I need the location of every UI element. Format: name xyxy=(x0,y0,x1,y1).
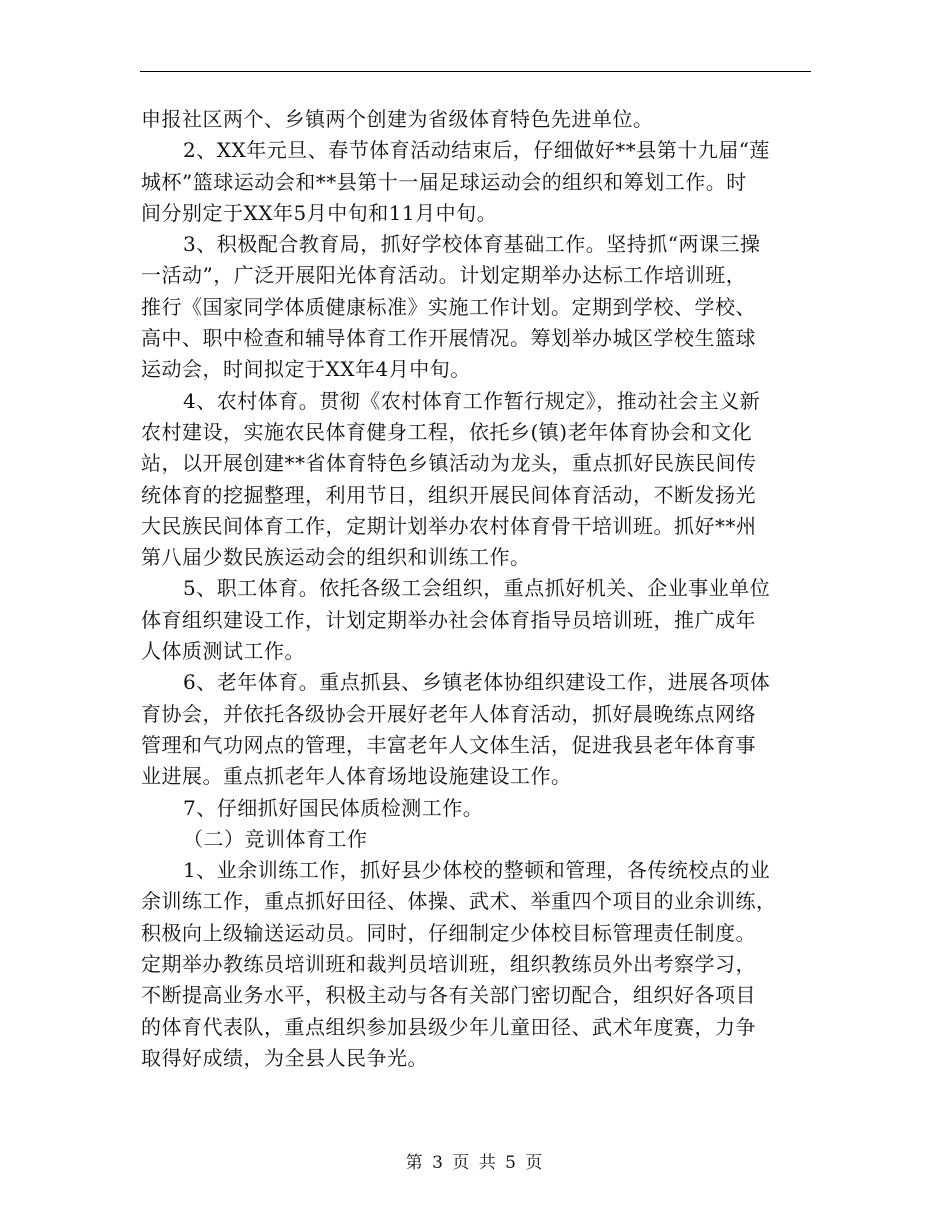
paragraph-line: 1、业余训练工作，抓好县少体校的整顿和管理，各传统校点的业 xyxy=(183,858,771,883)
paragraph-line: 育协会，并依托各级协会开展好老年人体育活动，抓好晨晚练点网络 xyxy=(141,701,756,726)
paragraph-line: 不断提高业务水平，积极主动与各有关部门密切配合，组织好各项目 xyxy=(141,983,756,1008)
paragraph-line: 4、农村体育。贯彻《农村体育工作暂行规定》，推动社会主义新 xyxy=(183,388,761,413)
paragraph-line: 2、XX年元旦、春节体育活动结束后，仔细做好**县第十九届“莲 xyxy=(183,138,770,163)
paragraph-line: 人体质测试工作。 xyxy=(141,639,305,664)
paragraph-line: 3、积极配合教育局，抓好学校体育基础工作。坚持抓“两课三操 xyxy=(183,232,761,257)
paragraph-line: 推行《国家同学体质健康标准》实施工作计划。定期到学校、学校、 xyxy=(141,294,756,319)
paragraph-line: 第八届少数民族运动会的组织和训练工作。 xyxy=(141,545,531,570)
body-text xyxy=(141,104,809,1074)
paragraph-line: 一活动”，广泛开展阳光体育活动。计划定期举办达标工作培训班， xyxy=(141,263,747,288)
paragraph-line: 统体育的挖掘整理，利用节日，组织开展民间体育活动，不断发扬光 xyxy=(141,482,756,507)
paragraph-line: 6、老年体育。重点抓县、乡镇老体协组织建设工作，进展各项体 xyxy=(183,670,771,695)
paragraph-line: 大民族民间体育工作，定期计划举办农村体育骨干培训班。抓好**州 xyxy=(141,513,757,538)
paragraph-line: 取得好成绩，为全县人民争光。 xyxy=(141,1045,428,1070)
paragraph-line: 农村建设，实施农民体育健身工程，依托乡(镇)老年体育协会和文化 xyxy=(141,419,753,444)
paragraph-line: 间分别定于XX年5月中旬和11月中旬。 xyxy=(141,200,498,225)
page-footer: 第 3 页 共 5 页 xyxy=(405,1153,545,1173)
paragraph-line: 7、仔细抓好国民体质检测工作。 xyxy=(183,795,484,820)
paragraph-line: 业进展。重点抓老年人体育场地设施建设工作。 xyxy=(141,764,572,789)
paragraph-line: 站，以开展创建**省体育特色乡镇活动为龙头，重点抓好民族民间传 xyxy=(141,451,757,476)
paragraph-line: 申报社区两个、乡镇两个创建为省级体育特色先进单位。 xyxy=(141,107,654,131)
paragraph-line: 体育组织建设工作，计划定期举办社会体育指导员培训班，推广成年 xyxy=(141,607,756,632)
paragraph-line: 积极向上级输送运动员。同时，仔细制定少体校目标管理责任制度。 xyxy=(141,920,756,945)
paragraph-line: 高中、职中检查和辅导体育工作开展情况。筹划举办城区学校生篮球 xyxy=(141,326,756,351)
section-heading: （二）竞训体育工作 xyxy=(183,826,368,851)
paragraph-line: 余训练工作，重点抓好田径、体操、武术、举重四个项目的业余训练， xyxy=(141,889,777,914)
paragraph-line: 5、职工体育。依托各级工会组织，重点抓好机关、企业事业单位 xyxy=(183,576,771,601)
paragraph-line: 城杯”篮球运动会和**县第十一届足球运动会的组织和筹划工作。时 xyxy=(141,169,747,194)
paragraph-line: 的体育代表队，重点组织参加县级少年儿童田径、武术年度赛，力争 xyxy=(141,1014,756,1039)
paragraph-line: 运动会，时间拟定于XX年4月中旬。 xyxy=(141,357,471,382)
paragraph-line: 定期举办教练员培训班和裁判员培训班，组织教练员外出考察学习， xyxy=(141,952,756,977)
paragraph-line: 管理和气功网点的管理，丰富老年人文体生活，促进我县老年体育事 xyxy=(141,732,756,757)
header-rule xyxy=(140,71,811,72)
